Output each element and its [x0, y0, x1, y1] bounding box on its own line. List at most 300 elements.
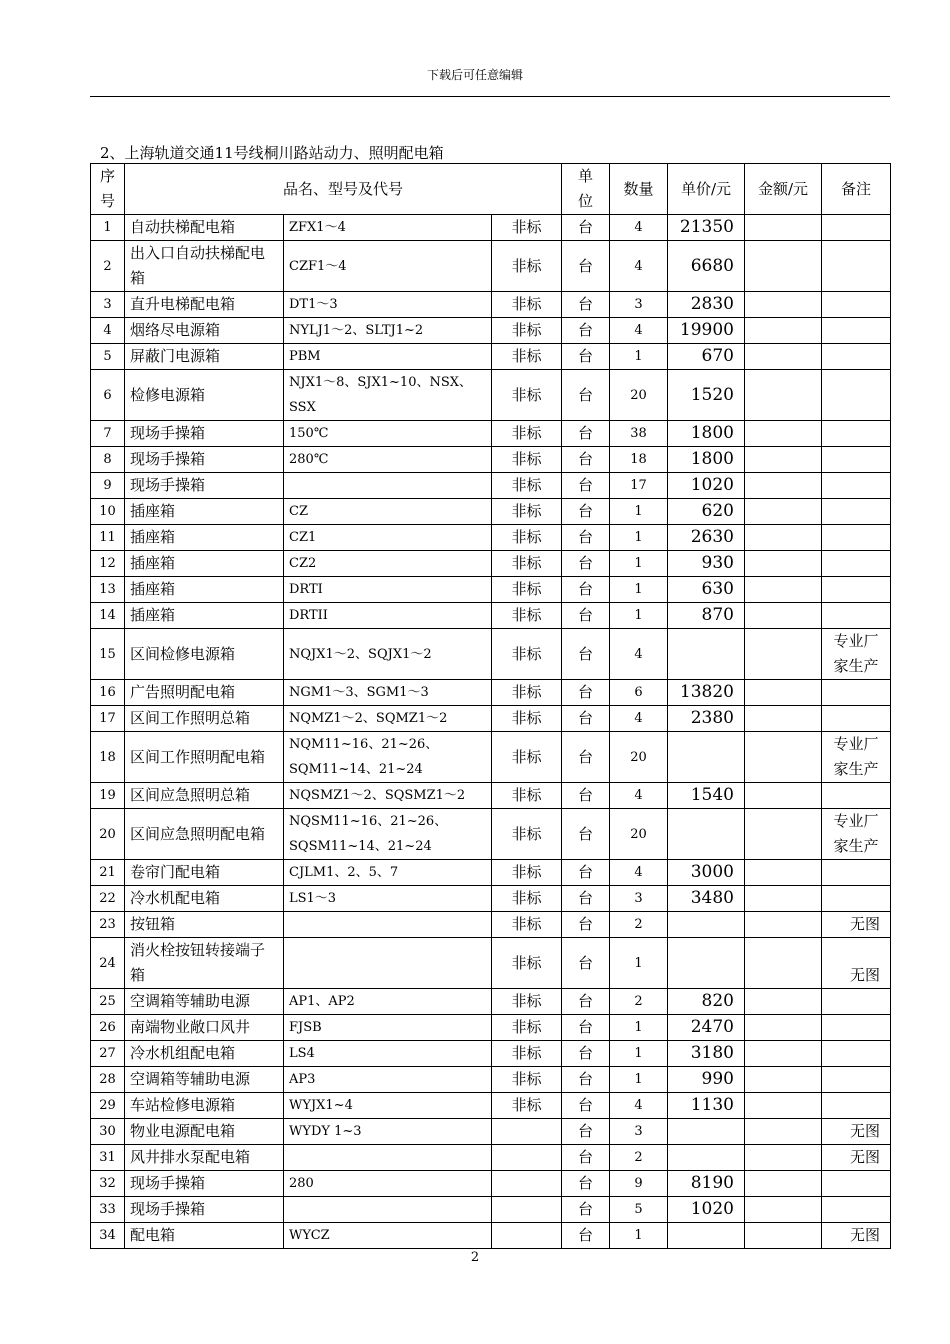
cell-no: 33 — [91, 1197, 125, 1223]
cell-price: 8190 — [668, 1171, 745, 1197]
cell-remark — [822, 344, 891, 370]
cell-remark — [822, 370, 891, 421]
cell-remark — [822, 551, 891, 577]
cell-price: 1540 — [668, 783, 745, 809]
cell-no: 32 — [91, 1171, 125, 1197]
cell-name: 插座箱 — [125, 499, 284, 525]
cell-qty: 2 — [610, 989, 668, 1015]
cell-amount — [745, 577, 822, 603]
cell-remark — [822, 680, 891, 706]
cell-remark — [822, 1197, 891, 1223]
cell-no: 11 — [91, 525, 125, 551]
cell-qty: 20 — [610, 732, 668, 783]
cell-std: 非标 — [492, 989, 562, 1015]
cell-remark — [822, 860, 891, 886]
cell-price: 3180 — [668, 1041, 745, 1067]
page-header: 下载后可任意编辑 — [426, 68, 523, 82]
cell-name: 卷帘门配电箱 — [125, 860, 284, 886]
cell-amount — [745, 1093, 822, 1119]
cell-model: CJLM1、2、5、7 — [284, 860, 492, 886]
table-row — [91, 318, 891, 344]
cell-std: 非标 — [492, 783, 562, 809]
cell-amount — [745, 318, 822, 344]
cell-remark: 无图 — [822, 938, 891, 989]
cell-model: 150℃ — [284, 421, 492, 447]
cell-remark — [822, 447, 891, 473]
cell-price: 19900 — [668, 318, 745, 344]
table-row — [91, 886, 891, 912]
table-row — [91, 499, 891, 525]
cell-price: 1800 — [668, 421, 745, 447]
cell-remark: 专业厂家生产 — [822, 629, 891, 680]
cell-qty: 9 — [610, 1171, 668, 1197]
cell-model: WYJX1~4 — [284, 1093, 492, 1119]
cell-remark: 专业厂家生产 — [822, 732, 891, 783]
cell-std — [492, 1145, 562, 1171]
cell-remark — [822, 1093, 891, 1119]
cell-model — [284, 1197, 492, 1223]
cell-remark — [822, 241, 891, 292]
cell-model: LS4 — [284, 1041, 492, 1067]
table-header-row — [91, 164, 891, 215]
cell-no: 30 — [91, 1119, 125, 1145]
cell-remark — [822, 1041, 891, 1067]
cell-qty: 18 — [610, 447, 668, 473]
cell-remark — [822, 577, 891, 603]
table-row — [91, 989, 891, 1015]
cell-remark: 无图 — [822, 1145, 891, 1171]
cell-std: 非标 — [492, 860, 562, 886]
cell-name: 冷水机配电箱 — [125, 886, 284, 912]
cell-remark — [822, 421, 891, 447]
cell-remark — [822, 886, 891, 912]
cell-unit: 台 — [562, 421, 610, 447]
cell-qty: 1 — [610, 1067, 668, 1093]
cell-remark — [822, 783, 891, 809]
cell-std: 非标 — [492, 421, 562, 447]
cell-no: 31 — [91, 1145, 125, 1171]
cell-price — [668, 732, 745, 783]
cell-no: 3 — [91, 292, 125, 318]
cell-amount — [745, 241, 822, 292]
cell-price: 620 — [668, 499, 745, 525]
cell-unit: 台 — [562, 447, 610, 473]
cell-remark — [822, 292, 891, 318]
cell-remark — [822, 525, 891, 551]
cell-remark — [822, 499, 891, 525]
cell-qty: 20 — [610, 809, 668, 860]
table-row — [91, 1015, 891, 1041]
cell-std: 非标 — [492, 1041, 562, 1067]
cell-price — [668, 1223, 745, 1249]
cell-amount — [745, 1145, 822, 1171]
cell-std — [492, 1223, 562, 1249]
cell-remark — [822, 989, 891, 1015]
cell-price: 6680 — [668, 241, 745, 292]
cell-name: 空调箱等辅助电源 — [125, 989, 284, 1015]
cell-unit: 台 — [562, 215, 610, 241]
cell-qty: 2 — [610, 1145, 668, 1171]
cell-amount — [745, 706, 822, 732]
table-row — [91, 215, 891, 241]
cell-no: 24 — [91, 938, 125, 989]
cell-amount — [745, 1197, 822, 1223]
table-row — [91, 783, 891, 809]
cell-amount — [745, 912, 822, 938]
cell-model: CZ — [284, 499, 492, 525]
cell-amount — [745, 525, 822, 551]
cell-no: 26 — [91, 1015, 125, 1041]
cell-no: 8 — [91, 447, 125, 473]
cell-price: 1130 — [668, 1093, 745, 1119]
cell-std — [492, 1119, 562, 1145]
cell-no: 22 — [91, 886, 125, 912]
cell-price: 630 — [668, 577, 745, 603]
cell-remark — [822, 473, 891, 499]
cell-no: 6 — [91, 370, 125, 421]
cell-amount — [745, 603, 822, 629]
cell-qty: 1 — [610, 1223, 668, 1249]
cell-qty: 1 — [610, 344, 668, 370]
cell-name: 现场手操箱 — [125, 1197, 284, 1223]
cell-name: 直升电梯配电箱 — [125, 292, 284, 318]
cell-model: CZF1～4 — [284, 241, 492, 292]
cell-qty: 1 — [610, 577, 668, 603]
cell-qty: 4 — [610, 318, 668, 344]
cell-std: 非标 — [492, 577, 562, 603]
cell-qty: 4 — [610, 629, 668, 680]
cell-model: PBM — [284, 344, 492, 370]
cell-name: 区间工作照明配电箱 — [125, 732, 284, 783]
cell-price: 2380 — [668, 706, 745, 732]
cell-name: 南端物业敞口风井 — [125, 1015, 284, 1041]
cell-std: 非标 — [492, 473, 562, 499]
section-title: 2、上海轨道交通11号线桐川路站动力、照明配电箱 — [100, 144, 444, 162]
table-row — [91, 577, 891, 603]
cell-model: NQM11~16、21~26、SQM11~14、21~24 — [284, 732, 492, 783]
table-row — [91, 1119, 891, 1145]
cell-remark: 无图 — [822, 1223, 891, 1249]
cell-name: 物业电源配电箱 — [125, 1119, 284, 1145]
cell-name: 现场手操箱 — [125, 447, 284, 473]
table-row — [91, 292, 891, 318]
cell-price: 21350 — [668, 215, 745, 241]
cell-model: AP1、AP2 — [284, 989, 492, 1015]
cell-no: 18 — [91, 732, 125, 783]
cell-price: 1020 — [668, 1197, 745, 1223]
cell-unit: 台 — [562, 860, 610, 886]
cell-no: 25 — [91, 989, 125, 1015]
cell-unit: 台 — [562, 1197, 610, 1223]
cell-model: CZ1 — [284, 525, 492, 551]
cell-amount — [745, 344, 822, 370]
cell-unit: 台 — [562, 318, 610, 344]
cell-unit: 台 — [562, 680, 610, 706]
cell-std: 非标 — [492, 1093, 562, 1119]
cell-amount — [745, 1015, 822, 1041]
cell-model: WYCZ — [284, 1223, 492, 1249]
table-row — [91, 551, 891, 577]
table-row — [91, 603, 891, 629]
cell-amount — [745, 215, 822, 241]
cell-model: DRTI — [284, 577, 492, 603]
table-row — [91, 912, 891, 938]
cell-name: 配电箱 — [125, 1223, 284, 1249]
cell-no: 12 — [91, 551, 125, 577]
cell-std: 非标 — [492, 603, 562, 629]
cell-model: LS1～3 — [284, 886, 492, 912]
table-row — [91, 1197, 891, 1223]
cell-price: 870 — [668, 603, 745, 629]
cell-std: 非标 — [492, 1067, 562, 1093]
table-row — [91, 421, 891, 447]
cell-no: 15 — [91, 629, 125, 680]
cell-no: 10 — [91, 499, 125, 525]
cell-price — [668, 809, 745, 860]
cell-std: 非标 — [492, 732, 562, 783]
cell-remark — [822, 603, 891, 629]
cell-amount — [745, 1067, 822, 1093]
cell-qty: 4 — [610, 783, 668, 809]
cell-name: 区间应急照明总箱 — [125, 783, 284, 809]
cell-qty: 1 — [610, 1041, 668, 1067]
cell-no: 34 — [91, 1223, 125, 1249]
cell-remark — [822, 1067, 891, 1093]
cell-name: 现场手操箱 — [125, 1171, 284, 1197]
cell-std — [492, 1197, 562, 1223]
cell-unit: 台 — [562, 370, 610, 421]
cell-name: 插座箱 — [125, 525, 284, 551]
cell-model: AP3 — [284, 1067, 492, 1093]
cell-price — [668, 629, 745, 680]
cell-no: 4 — [91, 318, 125, 344]
table-row — [91, 1093, 891, 1119]
table-row — [91, 1145, 891, 1171]
cell-remark — [822, 1171, 891, 1197]
cell-name: 出入口自动扶梯配电箱 — [125, 241, 284, 292]
cell-amount — [745, 447, 822, 473]
cell-price: 990 — [668, 1067, 745, 1093]
cell-unit: 台 — [562, 1119, 610, 1145]
cell-unit: 台 — [562, 938, 610, 989]
cell-no: 27 — [91, 1041, 125, 1067]
cell-unit: 台 — [562, 809, 610, 860]
cell-name: 插座箱 — [125, 577, 284, 603]
cell-name: 消火栓按钮转接端子箱 — [125, 938, 284, 989]
cell-price — [668, 912, 745, 938]
cell-remark: 专业厂家生产 — [822, 809, 891, 860]
cell-price: 930 — [668, 551, 745, 577]
cell-model: DT1～3 — [284, 292, 492, 318]
table-row — [91, 732, 891, 783]
table-row — [91, 1041, 891, 1067]
cell-unit: 台 — [562, 732, 610, 783]
cell-no: 9 — [91, 473, 125, 499]
header-unit: 单位 — [562, 164, 610, 215]
cell-qty: 4 — [610, 241, 668, 292]
cell-price: 1520 — [668, 370, 745, 421]
cell-remark — [822, 1015, 891, 1041]
cell-price: 13820 — [668, 680, 745, 706]
header-divider — [90, 96, 890, 97]
cell-qty: 4 — [610, 215, 668, 241]
cell-model: ZFX1～4 — [284, 215, 492, 241]
cell-qty: 20 — [610, 370, 668, 421]
cell-name: 广告照明配电箱 — [125, 680, 284, 706]
cell-qty: 1 — [610, 551, 668, 577]
cell-no: 23 — [91, 912, 125, 938]
cell-model — [284, 1145, 492, 1171]
cell-std: 非标 — [492, 809, 562, 860]
cell-price — [668, 938, 745, 989]
header-remark: 备注 — [822, 164, 891, 215]
cell-std: 非标 — [492, 886, 562, 912]
cell-model — [284, 473, 492, 499]
cell-amount — [745, 886, 822, 912]
table-row — [91, 1223, 891, 1249]
cell-name: 烟络尽电源箱 — [125, 318, 284, 344]
cell-unit: 台 — [562, 1145, 610, 1171]
table-row — [91, 1171, 891, 1197]
cell-no: 17 — [91, 706, 125, 732]
cell-unit: 台 — [562, 1093, 610, 1119]
page-number: 2 — [470, 1250, 480, 1265]
table-row — [91, 809, 891, 860]
cell-unit: 台 — [562, 577, 610, 603]
cell-std: 非标 — [492, 525, 562, 551]
cell-amount — [745, 1223, 822, 1249]
header-amount: 金额/元 — [745, 164, 822, 215]
cell-std: 非标 — [492, 680, 562, 706]
cell-name: 自动扶梯配电箱 — [125, 215, 284, 241]
cell-std: 非标 — [492, 241, 562, 292]
table-row — [91, 473, 891, 499]
table-row — [91, 447, 891, 473]
cell-model: WYDY 1~3 — [284, 1119, 492, 1145]
cell-std: 非标 — [492, 292, 562, 318]
cell-price: 670 — [668, 344, 745, 370]
cell-model: NJX1～8、SJX1~10、NSX、SSX — [284, 370, 492, 421]
cell-std: 非标 — [492, 215, 562, 241]
cell-amount — [745, 989, 822, 1015]
cell-std: 非标 — [492, 318, 562, 344]
cell-price: 2830 — [668, 292, 745, 318]
table-row — [91, 629, 891, 680]
cell-model: 280℃ — [284, 447, 492, 473]
cell-amount — [745, 783, 822, 809]
cell-amount — [745, 680, 822, 706]
cell-no: 5 — [91, 344, 125, 370]
cell-name: 区间检修电源箱 — [125, 629, 284, 680]
cell-amount — [745, 499, 822, 525]
cell-model — [284, 912, 492, 938]
table-row — [91, 525, 891, 551]
cell-qty: 3 — [610, 292, 668, 318]
cell-model: NQJX1～2、SQJX1～2 — [284, 629, 492, 680]
cell-unit: 台 — [562, 603, 610, 629]
cell-model: 280 — [284, 1171, 492, 1197]
table-row — [91, 370, 891, 421]
table-row — [91, 680, 891, 706]
cell-qty: 1 — [610, 525, 668, 551]
cell-no: 20 — [91, 809, 125, 860]
cell-std — [492, 1171, 562, 1197]
cell-amount — [745, 551, 822, 577]
cell-model: DRTII — [284, 603, 492, 629]
header-name: 品名、型号及代号 — [125, 164, 562, 215]
cell-qty: 1 — [610, 1015, 668, 1041]
cell-amount — [745, 1041, 822, 1067]
cell-qty: 3 — [610, 886, 668, 912]
cell-model: NQSMZ1～2、SQSMZ1～2 — [284, 783, 492, 809]
cell-unit: 台 — [562, 525, 610, 551]
cell-qty: 4 — [610, 860, 668, 886]
cell-std: 非标 — [492, 370, 562, 421]
cell-qty: 2 — [610, 912, 668, 938]
cell-unit: 台 — [562, 1015, 610, 1041]
cell-no: 16 — [91, 680, 125, 706]
cell-amount — [745, 860, 822, 886]
cell-model: CZ2 — [284, 551, 492, 577]
cell-no: 2 — [91, 241, 125, 292]
cell-name: 按钮箱 — [125, 912, 284, 938]
cell-unit: 台 — [562, 499, 610, 525]
cell-unit: 台 — [562, 473, 610, 499]
cell-price: 1800 — [668, 447, 745, 473]
cell-no: 28 — [91, 1067, 125, 1093]
cell-model: FJSB — [284, 1015, 492, 1041]
cell-std: 非标 — [492, 447, 562, 473]
cell-unit: 台 — [562, 886, 610, 912]
cell-model: NYLJ1～2、SLTJ1~2 — [284, 318, 492, 344]
cell-std: 非标 — [492, 499, 562, 525]
cell-unit: 台 — [562, 1171, 610, 1197]
cell-qty: 5 — [610, 1197, 668, 1223]
equipment-table — [90, 163, 891, 1249]
cell-price: 820 — [668, 989, 745, 1015]
table-body — [91, 215, 891, 1249]
cell-name: 插座箱 — [125, 551, 284, 577]
cell-amount — [745, 292, 822, 318]
cell-qty: 1 — [610, 499, 668, 525]
cell-std: 非标 — [492, 706, 562, 732]
cell-unit: 台 — [562, 1041, 610, 1067]
cell-std: 非标 — [492, 551, 562, 577]
cell-amount — [745, 809, 822, 860]
cell-remark: 无图 — [822, 912, 891, 938]
cell-price — [668, 1145, 745, 1171]
cell-no: 7 — [91, 421, 125, 447]
cell-no: 29 — [91, 1093, 125, 1119]
cell-name: 现场手操箱 — [125, 421, 284, 447]
header-qty: 数量 — [610, 164, 668, 215]
cell-unit: 台 — [562, 1223, 610, 1249]
cell-std: 非标 — [492, 912, 562, 938]
cell-price: 2630 — [668, 525, 745, 551]
cell-std: 非标 — [492, 344, 562, 370]
cell-model: NGM1～3、SGM1～3 — [284, 680, 492, 706]
cell-no: 1 — [91, 215, 125, 241]
cell-qty: 4 — [610, 706, 668, 732]
cell-amount — [745, 938, 822, 989]
cell-amount — [745, 370, 822, 421]
cell-qty: 38 — [610, 421, 668, 447]
header-price: 单价/元 — [668, 164, 745, 215]
cell-unit: 台 — [562, 912, 610, 938]
cell-name: 区间应急照明配电箱 — [125, 809, 284, 860]
cell-model: NQMZ1～2、SQMZ1～2 — [284, 706, 492, 732]
cell-name: 插座箱 — [125, 603, 284, 629]
